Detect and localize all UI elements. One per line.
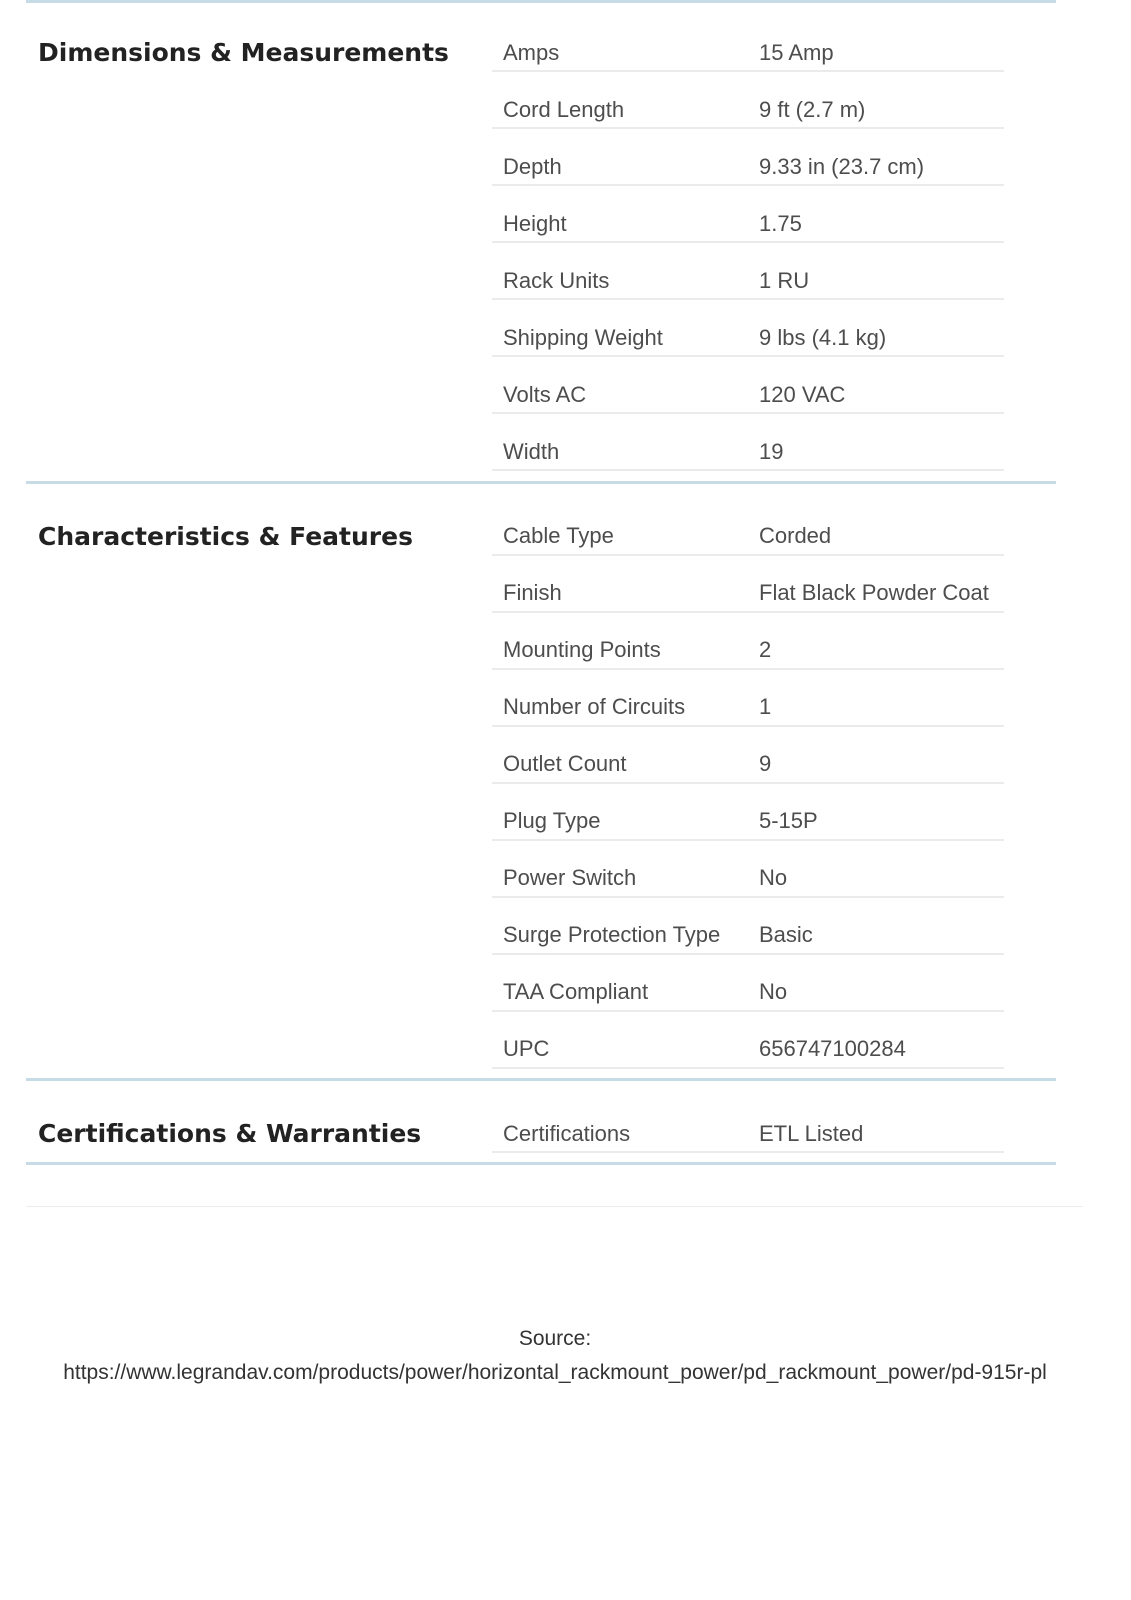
spec-row-taa-compliant [492, 965, 1004, 1022]
spec-row-outlet-count [492, 737, 1004, 794]
section-characteristics [26, 484, 1056, 1081]
row-divider [492, 1067, 1004, 1069]
spec-row-finish [492, 566, 1004, 623]
spec-value: 19 [759, 439, 784, 464]
spec-value: No [759, 979, 788, 1004]
spec-value: 9.33 in (23.7 cm) [759, 154, 925, 179]
spec-value: 5-15P [759, 808, 818, 833]
spec-label: Outlet Count [503, 751, 627, 776]
spec-label: Volts AC [503, 382, 587, 407]
spec-row-plug-type [492, 794, 1004, 851]
spec-label: Mounting Points [503, 637, 661, 662]
row-divider [492, 127, 1004, 129]
spec-label: Cord Length [503, 97, 625, 122]
spec-label: Power Switch [503, 865, 637, 890]
spec-value: ETL Listed [759, 1121, 864, 1146]
spec-value: 9 [759, 751, 772, 776]
row-divider [492, 298, 1004, 300]
spec-row-certifications [492, 1107, 1004, 1164]
section-dimensions [26, 0, 1056, 484]
spec-label: Certifications [503, 1121, 631, 1146]
spec-label: Depth [503, 154, 562, 179]
row-divider [492, 611, 1004, 613]
spec-row-power-switch [492, 851, 1004, 908]
spec-label: Surge Protection Type [503, 922, 721, 947]
row-divider [492, 412, 1004, 414]
spec-value: 9 lbs (4.1 kg) [759, 325, 887, 350]
source-label: Source: [518, 1327, 592, 1350]
spec-label: Height [503, 211, 567, 236]
spec-value: 120 VAC [759, 382, 846, 407]
spec-value: Flat Black Powder Coat [759, 580, 989, 605]
spec-value: 9 ft (2.7 m) [759, 97, 866, 122]
footer-divider [26, 1206, 1083, 1207]
row-divider [492, 839, 1004, 841]
spec-row-width [492, 425, 1004, 482]
spec-label: Cable Type [503, 523, 614, 548]
source-url[interactable]: https://www.legrandav.com/products/power/horizontal_rackmount_power/pd_rackmount_power/pd-915r-pl [63, 1361, 1047, 1384]
spec-label: UPC [503, 1036, 550, 1061]
spec-value: 1 [759, 694, 772, 719]
source-citation [40, 1322, 1070, 1390]
spec-value: 1.75 [759, 211, 802, 236]
row-divider [492, 953, 1004, 955]
spec-value: 2 [759, 637, 772, 662]
spec-label: Rack Units [503, 268, 610, 293]
section-title-dimensions: Dimensions & Measurements [38, 38, 449, 67]
row-divider [492, 469, 1004, 471]
spec-row-surge-protection-type [492, 908, 1004, 965]
spec-row-upc [492, 1022, 1004, 1079]
spec-label: Amps [503, 40, 560, 65]
row-divider [492, 668, 1004, 670]
spec-row-height [492, 197, 1004, 254]
spec-value: 1 RU [759, 268, 810, 293]
spec-row-volts-ac [492, 368, 1004, 425]
row-divider [492, 725, 1004, 727]
spec-label: Finish [503, 580, 562, 605]
row-divider [492, 896, 1004, 898]
section-certifications [26, 1081, 1056, 1165]
spec-row-mounting-points [492, 623, 1004, 680]
row-divider [492, 241, 1004, 243]
row-divider [492, 1010, 1004, 1012]
spec-row-rack-units [492, 254, 1004, 311]
section-title-characteristics: Characteristics & Features [38, 522, 413, 551]
spec-row-depth [492, 140, 1004, 197]
spec-value: 15 Amp [759, 40, 834, 65]
row-divider [492, 1151, 1004, 1153]
section-title-certifications: Certifications & Warranties [38, 1119, 422, 1148]
row-divider [492, 184, 1004, 186]
row-divider [492, 70, 1004, 72]
spec-label: Plug Type [503, 808, 601, 833]
spec-value: 656747100284 [759, 1036, 906, 1061]
spec-label: Number of Circuits [503, 694, 686, 719]
row-divider [492, 554, 1004, 556]
spec-label: Shipping Weight [503, 325, 663, 350]
spec-row-cord-length [492, 83, 1004, 140]
spec-row-number-of-circuits [492, 680, 1004, 737]
spec-label: Width [503, 439, 560, 464]
row-divider [492, 355, 1004, 357]
spec-row-cable-type [492, 509, 1004, 566]
spec-row-amps [492, 26, 1004, 83]
spec-value: Corded [759, 523, 832, 548]
spec-row-shipping-weight [492, 311, 1004, 368]
spec-value: Basic [759, 922, 813, 947]
row-divider [492, 782, 1004, 784]
spec-label: TAA Compliant [503, 979, 649, 1004]
spec-value: No [759, 865, 788, 890]
